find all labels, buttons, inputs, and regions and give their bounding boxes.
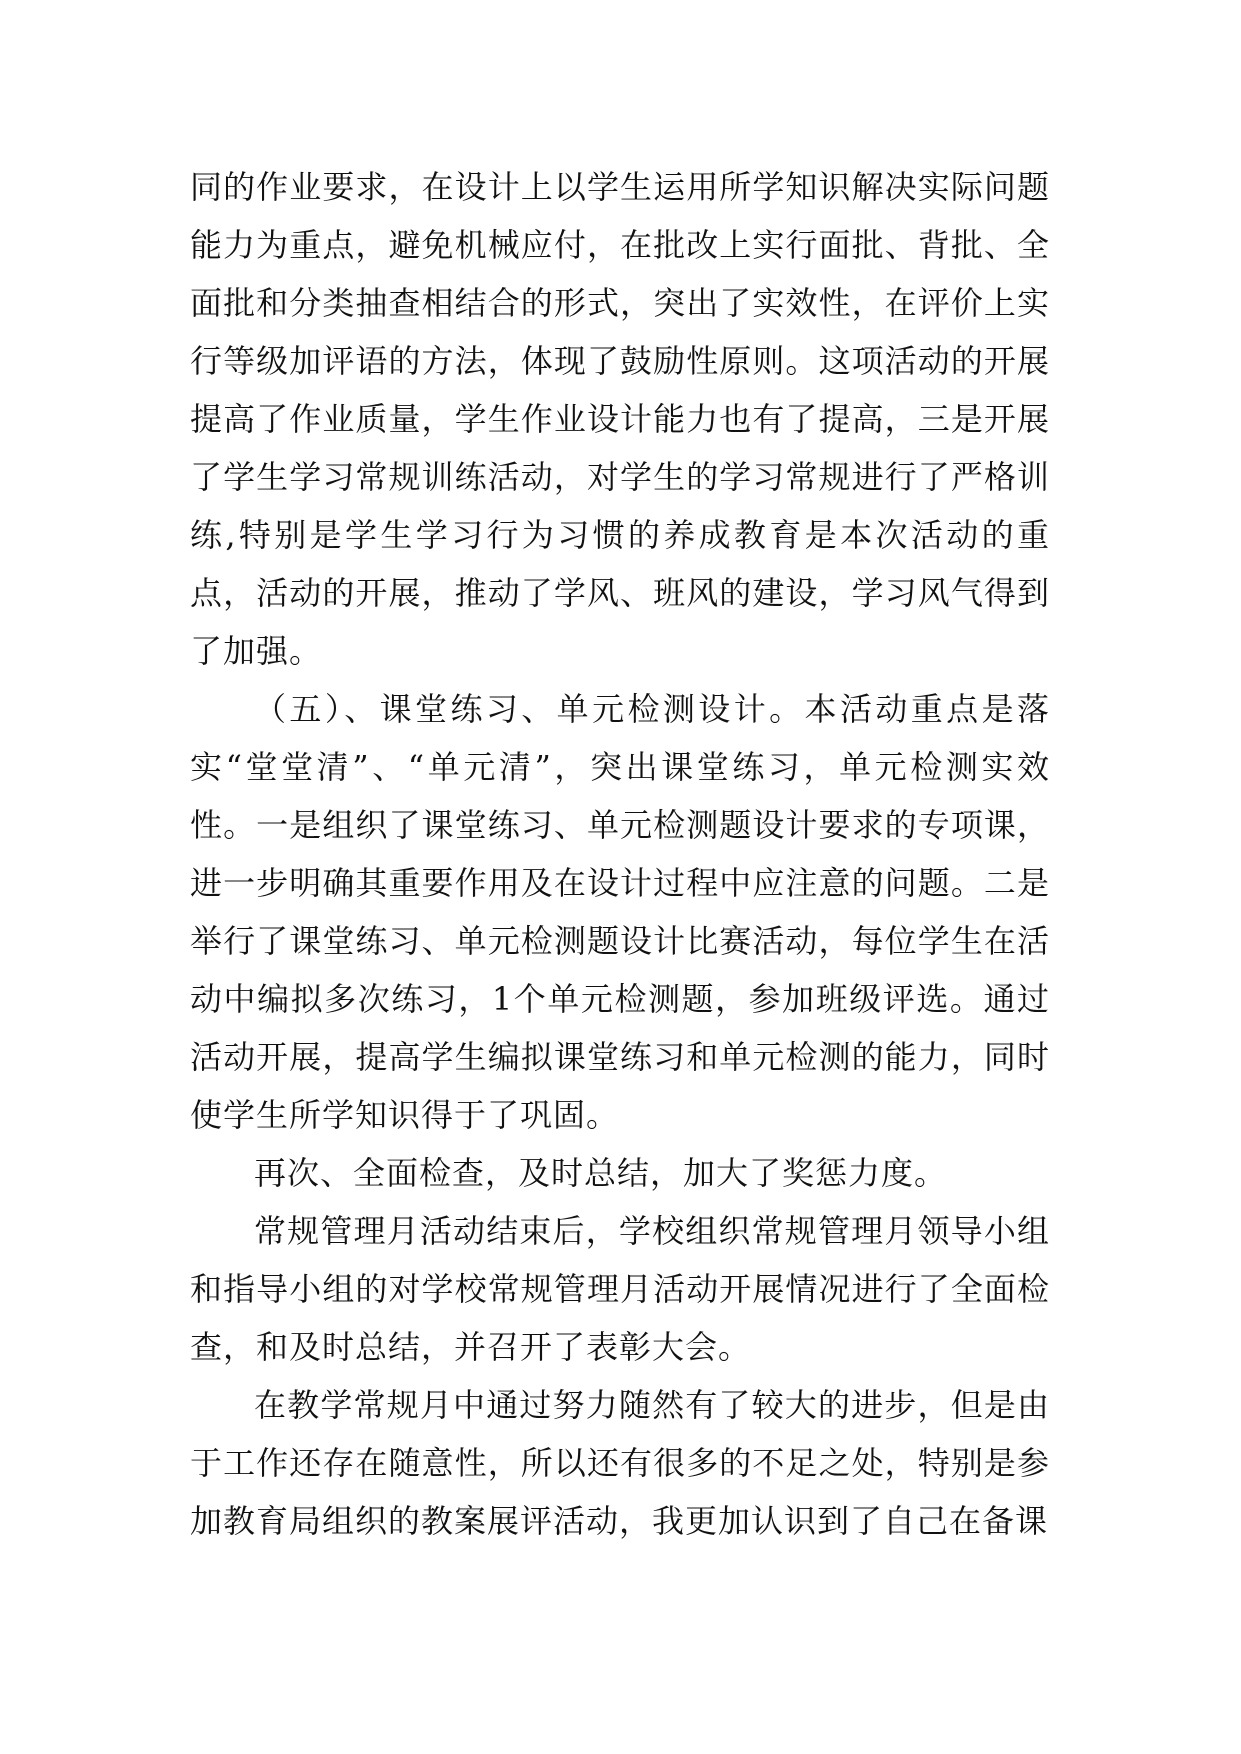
document-body	[190, 158, 1050, 1550]
paragraph-comprehensive-inspection-heading: 再次、全面检查，及时总结，加大了奖惩力度。	[254, 1154, 948, 1192]
paragraph-post-activity-summary: 常规管理月活动结束后，学校组织常规管理月领导小组和指导小组的对学校常规管理月活动开展情况进行了全面检查，和及时总结，并召开了表彰大会。	[190, 1212, 1050, 1366]
paragraph-reflection: 在教学常规月中通过努力随然有了较大的进步，但是由于工作还存在随意性，所以还有很多的不足之处，特别是参加教育局组织的教案展评活动，我更加认识到了自己在备课	[190, 1386, 1050, 1540]
paragraph-homework-requirements: 同的作业要求，在设计上以学生运用所学知识解决实际问题能力为重点，避免机械应付，在批改上实行面批、背批、全面批和分类抽查相结合的形式，突出了实效性，在评价上实行等级加评语的方法，体现了鼓励性原则。这项活动的开展提高了作业质量，学生作业设计能力也有了提高，三是开展了学生学习常规训练活动，对学生的学习常规进行了严格训练,特别是学生学习行为习惯的养成教育是本次活动的重点，活动的开展，推动了学风、班风的建设，学习风气得到了加强。	[190, 168, 1050, 670]
paragraph-classroom-practice-design: （五）、课堂练习、单元检测设计。本活动重点是落实“堂堂清”、“单元清”，突出课堂练习，单元检测实效性。一是组织了课堂练习、单元检测题设计要求的专项课，进一步明确其重要作用及在设计过程中应注意的问题。二是举行了课堂练习、单元检测题设计比赛活动，每位学生在活动中编拟多次练习，1个单元检测题，参加班级评选。通过活动开展，提高学生编拟课堂练习和单元检测的能力，同时使学生所学知识得于了巩固。	[190, 690, 1050, 1134]
